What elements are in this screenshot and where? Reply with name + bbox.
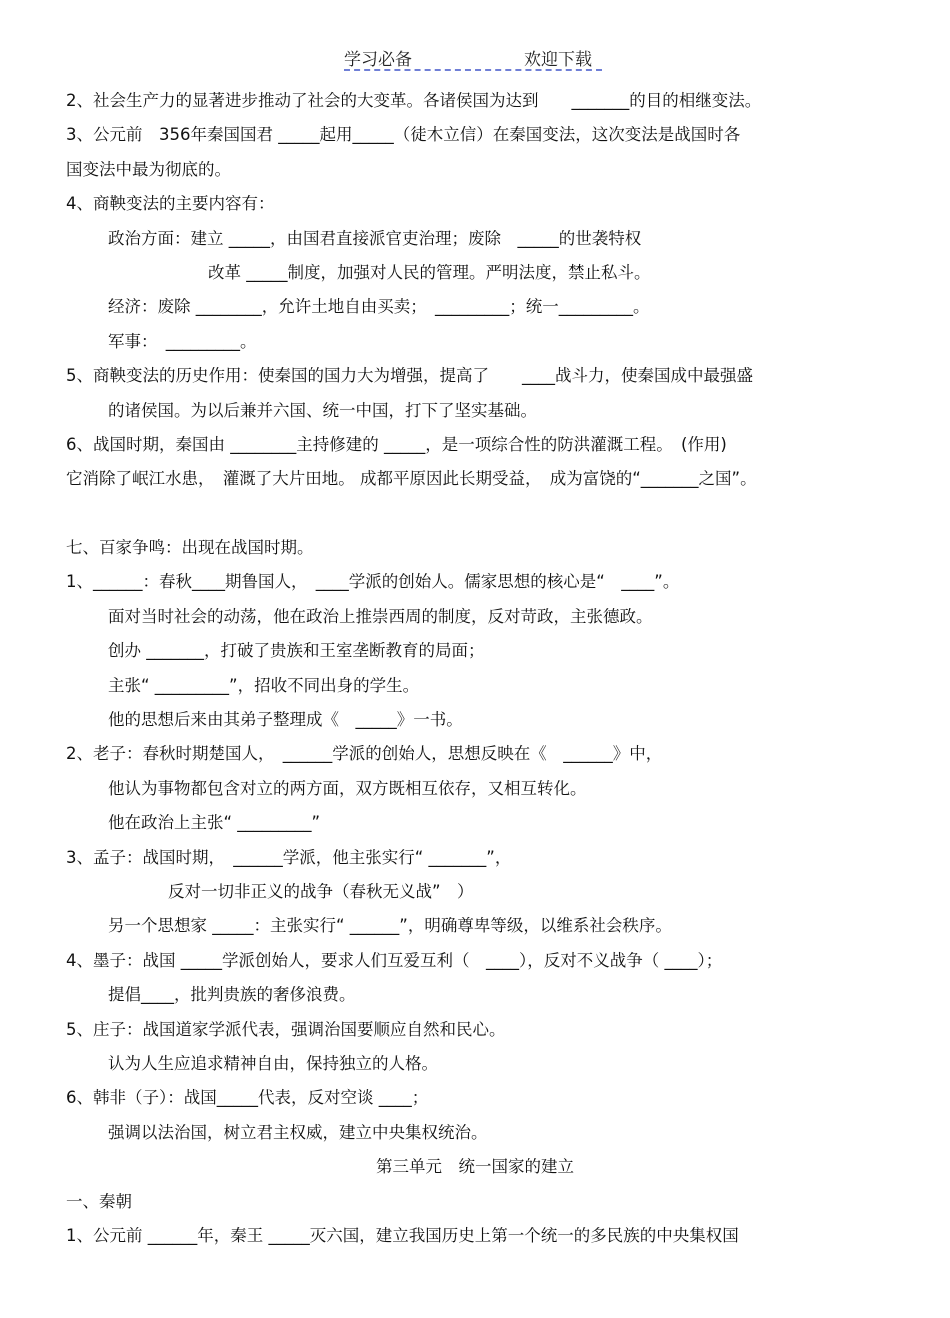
text-line: 强调以法治国，树立君主权威，建立中央集权统治。 <box>108 1122 488 1142</box>
text-line: 政治方面：建立 _____，由国君直接派官吏治理；废除 _____的世袭特权 <box>108 228 642 248</box>
text-line: 6、韩非（子）：战国_____代表，反对空谈 ____； <box>66 1088 429 1108</box>
section-heading: 七、百家争鸣：出现在战国时期。 <box>66 538 314 558</box>
text-line: 认为人生应追求精神自由，保持独立的人格。 <box>108 1053 438 1073</box>
text-line: 提倡____，批判贵族的奢侈浪费。 <box>108 985 356 1005</box>
header-dashed-rule <box>344 69 602 71</box>
text-line: 3、公元前 356年秦国国君 _____起用_____（徒木立信）在秦国变法，这次变法是战国时各 <box>66 125 741 145</box>
text-line: 国变法中最为彻底的。 <box>66 159 231 179</box>
document-body <box>0 84 950 1253</box>
text-line: 1、公元前 ______年，秦王 _____灭六国，建立我国历史上第一个统一的多民族的中央集权国 <box>66 1225 739 1245</box>
text-line: 面对当时社会的动荡，他在政治上推崇西周的制度，反对苛政，主张德政。 <box>108 606 653 626</box>
section-heading: 一、秦朝 <box>66 1191 132 1211</box>
text-line: 主张“ _________”，招收不同出身的学生。 <box>108 675 420 695</box>
text-line: 改革 _____制度，加强对人民的管理。严明法度，禁止私斗。 <box>208 262 651 282</box>
text-line: 3、孟子：战国时期， ______学派，他主张实行“ _______”， <box>66 847 512 867</box>
text-line: 反对一切非正义的战争（春秋无义战” ） <box>168 881 474 901</box>
page-header <box>0 42 950 72</box>
text-line: 2、社会生产力的显著进步推动了社会的大变革。各诸侯国为达到 _______的目的相继变法。 <box>66 91 762 110</box>
text-line: 6、战国时期，秦国由 ________主持修建的 _____，是一项综合性的防洪灌溉工程。 (作用) <box>66 434 727 454</box>
header-left-text: 学习必备 <box>344 50 412 70</box>
text-line: 1、______：春秋____期鲁国人， ____学派的创始人。儒家思想的核心是“ ____”。 <box>66 572 680 592</box>
text-line: 的诸侯国。为以后兼并六国、统一中国，打下了坚实基础。 <box>108 400 537 420</box>
text-line: 创办 _______，打破了贵族和王室垄断教育的局面； <box>108 641 485 661</box>
text-line: 5、庄子：战国道家学派代表，强调治国要顺应自然和民心。 <box>66 1019 506 1039</box>
text-line: 经济：废除 ________，允许土地自由买卖； _________；统一_________。 <box>108 297 650 317</box>
text-line: 他的思想后来由其弟子整理成《 _____》一书。 <box>108 710 463 730</box>
text-line: 另一个思想家 _____：主张实行“ ______”，明确尊卑等级，以维系社会秩序。 <box>108 916 672 936</box>
text-line: 4、墨子：战国 _____学派创始人，要求人们互爱互利（ ____），反对不义战争（ ____）； <box>66 950 723 970</box>
unit-title: 第三单元 统一国家的建立 <box>376 1157 574 1177</box>
text-line: 他在政治上主张“ _________” <box>108 813 321 833</box>
text-line: 他认为事物都包含对立的两方面，双方既相互依存，又相互转化。 <box>108 778 587 798</box>
text-line: 它消除了岷江水患， 灌溉了大片田地。 成都平原因此长期受益， 成为富饶的“_______之国”。 <box>66 469 757 489</box>
text-line: 2、老子：春秋时期楚国人， ______学派的创始人，思想反映在《 ______》中， <box>66 744 663 764</box>
text-line: 5、商鞅变法的历史作用：使秦国的国力大为增强，提高了 ____战斗力，使秦国成中最强盛 <box>66 366 753 386</box>
text-line: 军事： _________。 <box>108 331 257 351</box>
header-right-text: 欢迎下载 <box>524 50 592 70</box>
text-line: 4、商鞅变法的主要内容有： <box>66 194 275 214</box>
blank-line <box>0 497 950 531</box>
